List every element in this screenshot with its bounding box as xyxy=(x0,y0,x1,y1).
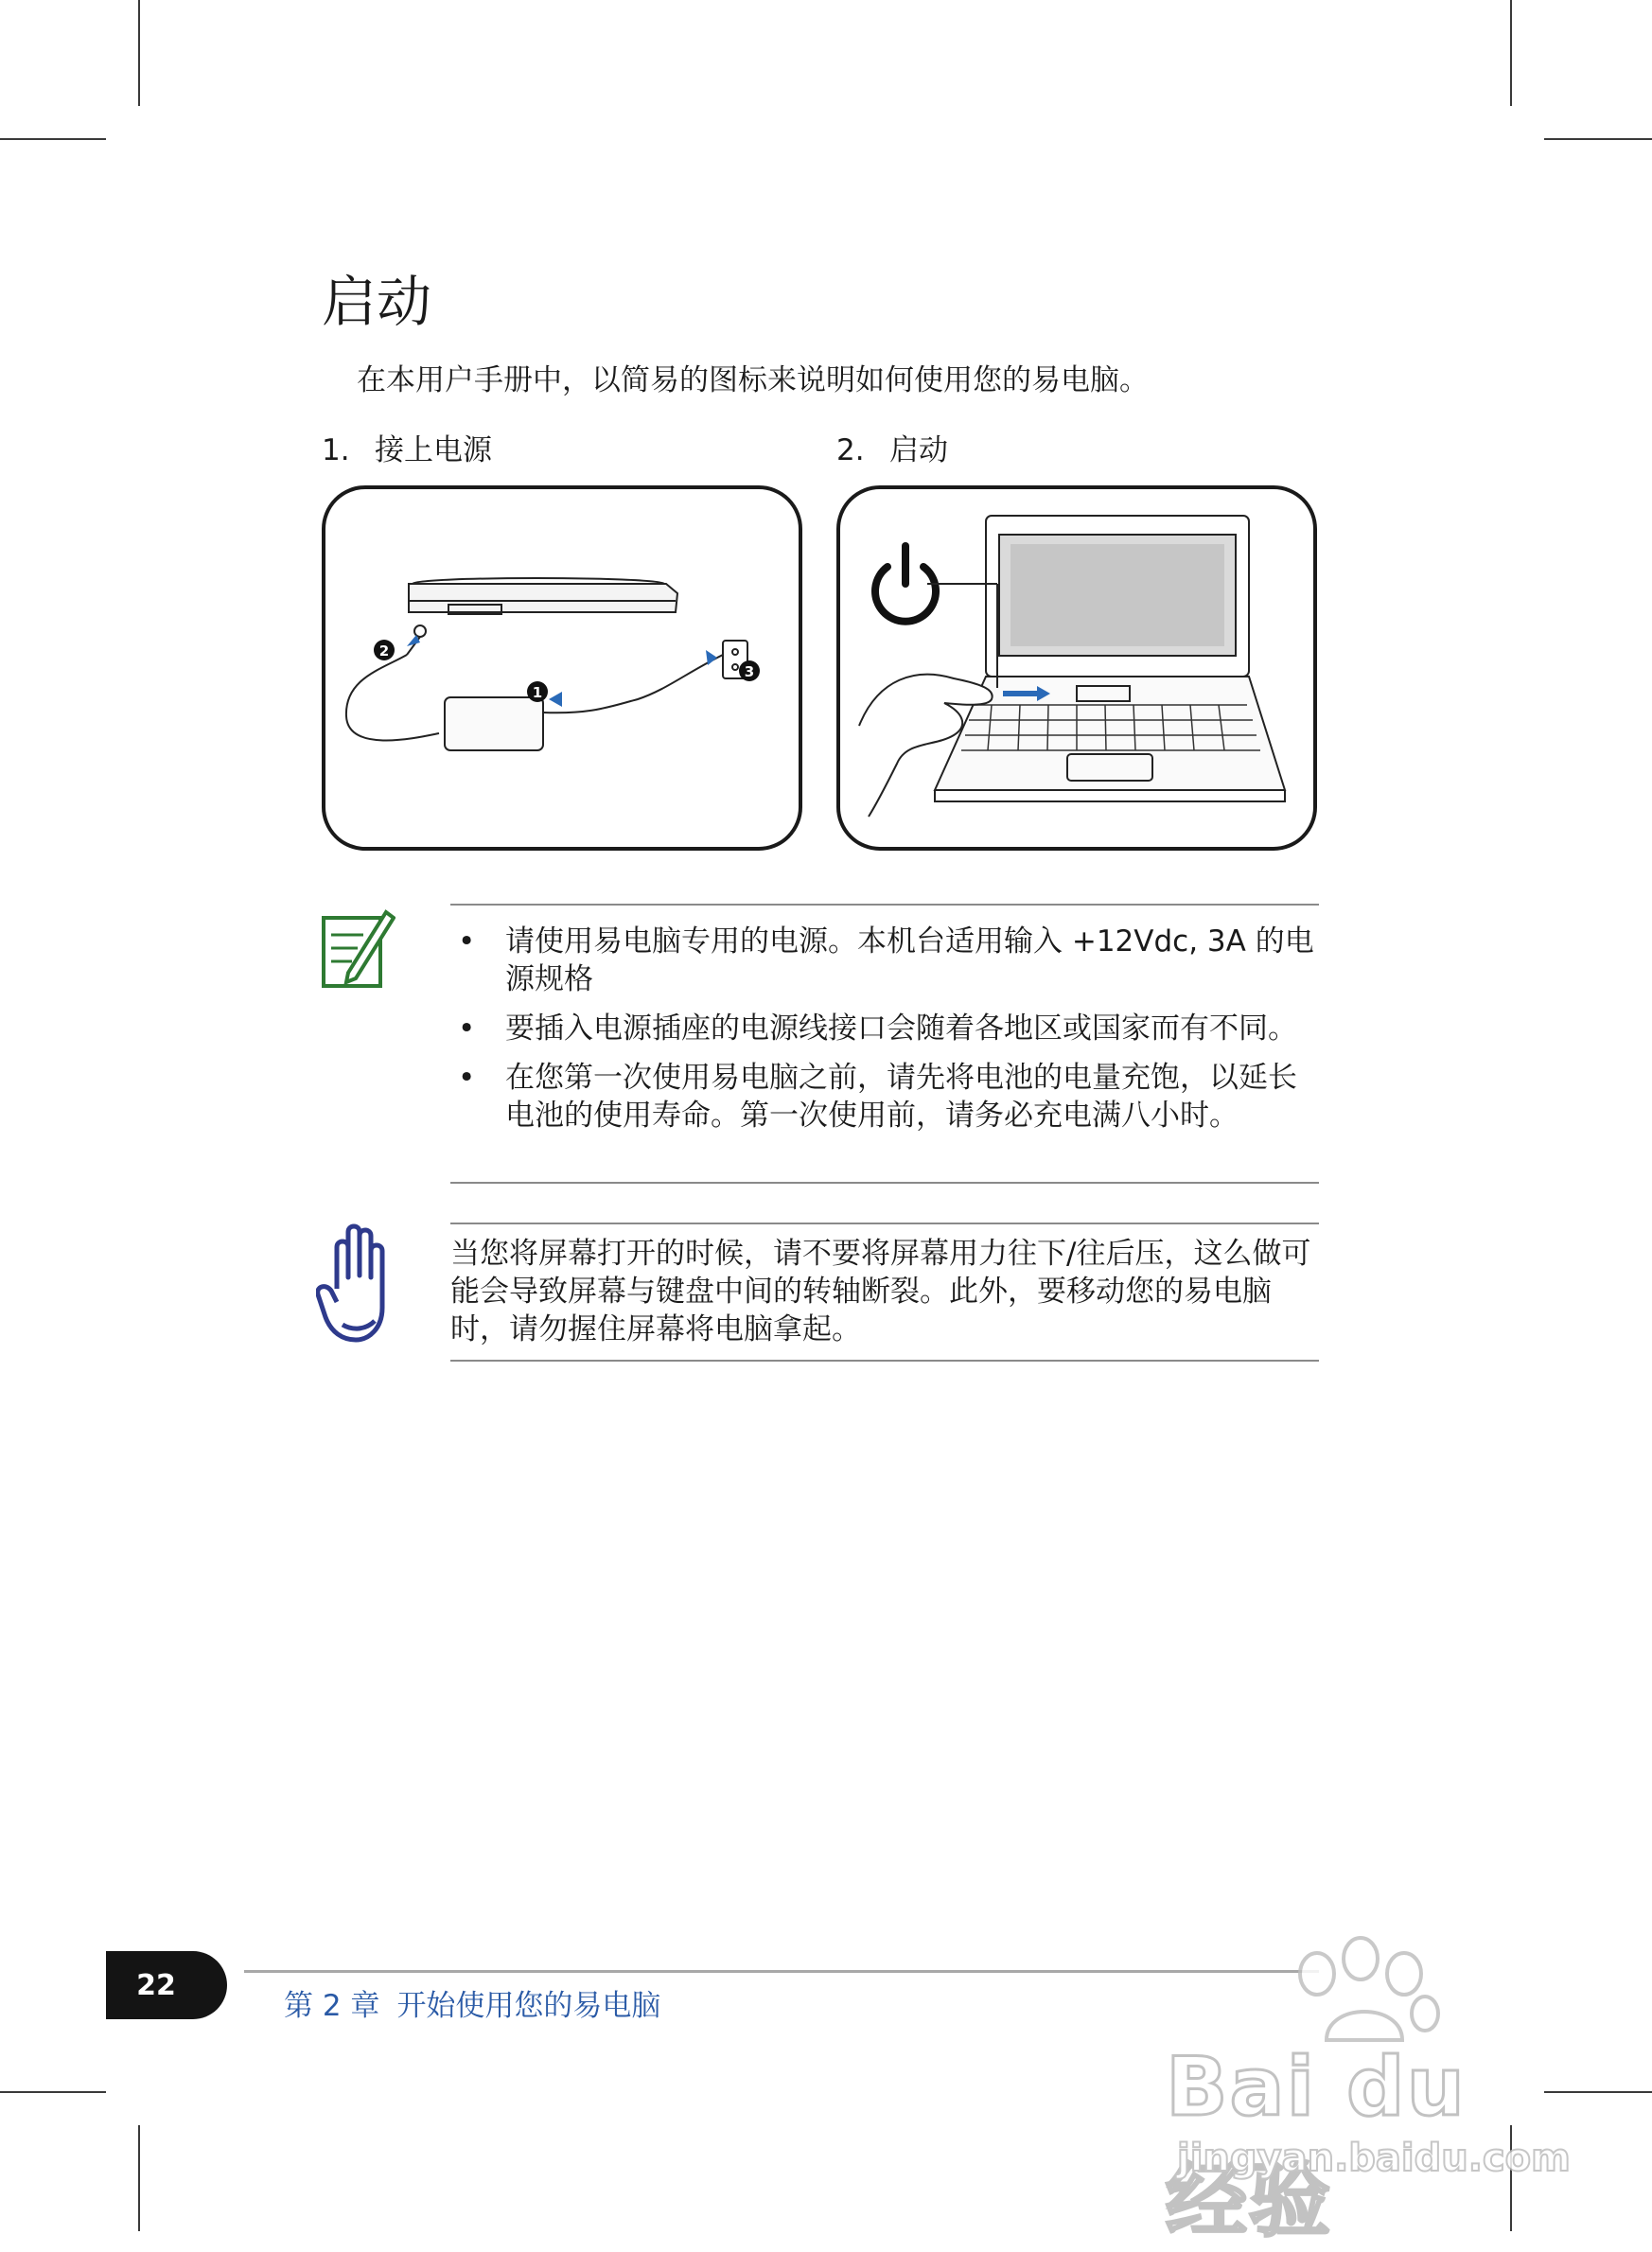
callout-1 xyxy=(527,681,548,702)
callout-2 xyxy=(374,640,395,660)
power-on-illustration xyxy=(836,485,1317,851)
crop-mark xyxy=(1510,0,1512,106)
list-item xyxy=(450,1010,1319,1047)
step-1-heading xyxy=(322,431,492,469)
power-symbol-icon xyxy=(875,546,936,622)
power-cable-diagram xyxy=(325,489,806,854)
watermark xyxy=(1166,1936,1571,2248)
note-text: 在您第一次使用易电脑之前，请先将电池的电量充饱，以延长电池的使用寿命。第一次使用前，请务必充电满八小时。 xyxy=(505,1061,1297,1133)
page-number: 22 xyxy=(106,1951,227,2019)
step-2-heading xyxy=(836,431,948,469)
warning-bottom-rule xyxy=(450,1360,1319,1362)
connect-power-illustration xyxy=(322,485,802,851)
warning-top-rule xyxy=(450,1223,1319,1224)
step-number: 1. xyxy=(322,433,350,467)
crop-mark xyxy=(1544,138,1652,140)
note-text: 请使用易电脑专用的电源。本机台适用输入 +12Vdc, 3A 的电源规格 xyxy=(505,924,1314,996)
svg-text:3: 3 xyxy=(744,663,755,680)
direction-arrows xyxy=(407,635,717,707)
page-title: 启动 xyxy=(322,270,432,334)
list-item xyxy=(450,1059,1319,1135)
watermark-brand: Bai du 经验 xyxy=(1166,2040,1467,2248)
note-pencil-icon xyxy=(320,906,395,995)
note-top-rule xyxy=(450,904,1319,906)
bullet: • xyxy=(458,1012,476,1046)
svg-text:1: 1 xyxy=(532,684,543,701)
step-number: 2. xyxy=(836,433,865,467)
footer-rule xyxy=(244,1970,1319,1973)
crop-mark xyxy=(138,0,140,106)
crop-mark xyxy=(0,2091,106,2093)
step-label: 接上电源 xyxy=(375,433,492,467)
chapter-footer xyxy=(284,1981,677,2024)
step-label: 启动 xyxy=(889,433,948,467)
notes-list xyxy=(450,923,1319,1146)
hand-stop-icon xyxy=(316,1223,403,1349)
crop-mark xyxy=(0,138,106,140)
laptop-power-diagram xyxy=(840,489,1321,854)
chapter-number: 第 2 章 xyxy=(284,1989,380,2023)
list-item xyxy=(450,923,1319,998)
watermark-url: jingyan.baidu.com xyxy=(1177,2137,1571,2180)
warning-text: 当您将屏幕打开的时候，请不要将屏幕用力往下/往后压，这么做可能会导致屏幕与键盘中间的转轴断裂。此外，要移动您的易电脑时，请勿握住屏幕将电脑拿起。 xyxy=(450,1237,1311,1346)
crop-mark xyxy=(138,2125,140,2231)
chapter-title: 开始使用您的易电脑 xyxy=(396,1989,661,2023)
svg-text:2: 2 xyxy=(378,642,390,660)
bullet: • xyxy=(458,1061,476,1095)
bullet: • xyxy=(458,924,476,959)
note-text: 要插入电源插座的电源线接口会随着各地区或国家而有不同。 xyxy=(505,1012,1297,1046)
note-bottom-rule xyxy=(450,1182,1319,1184)
callout-3 xyxy=(739,660,760,681)
intro-text: 在本用户手册中，以简易的图标来说明如何使用您的易电脑。 xyxy=(357,363,1149,397)
paw-logo-icon xyxy=(1270,1936,1459,2050)
